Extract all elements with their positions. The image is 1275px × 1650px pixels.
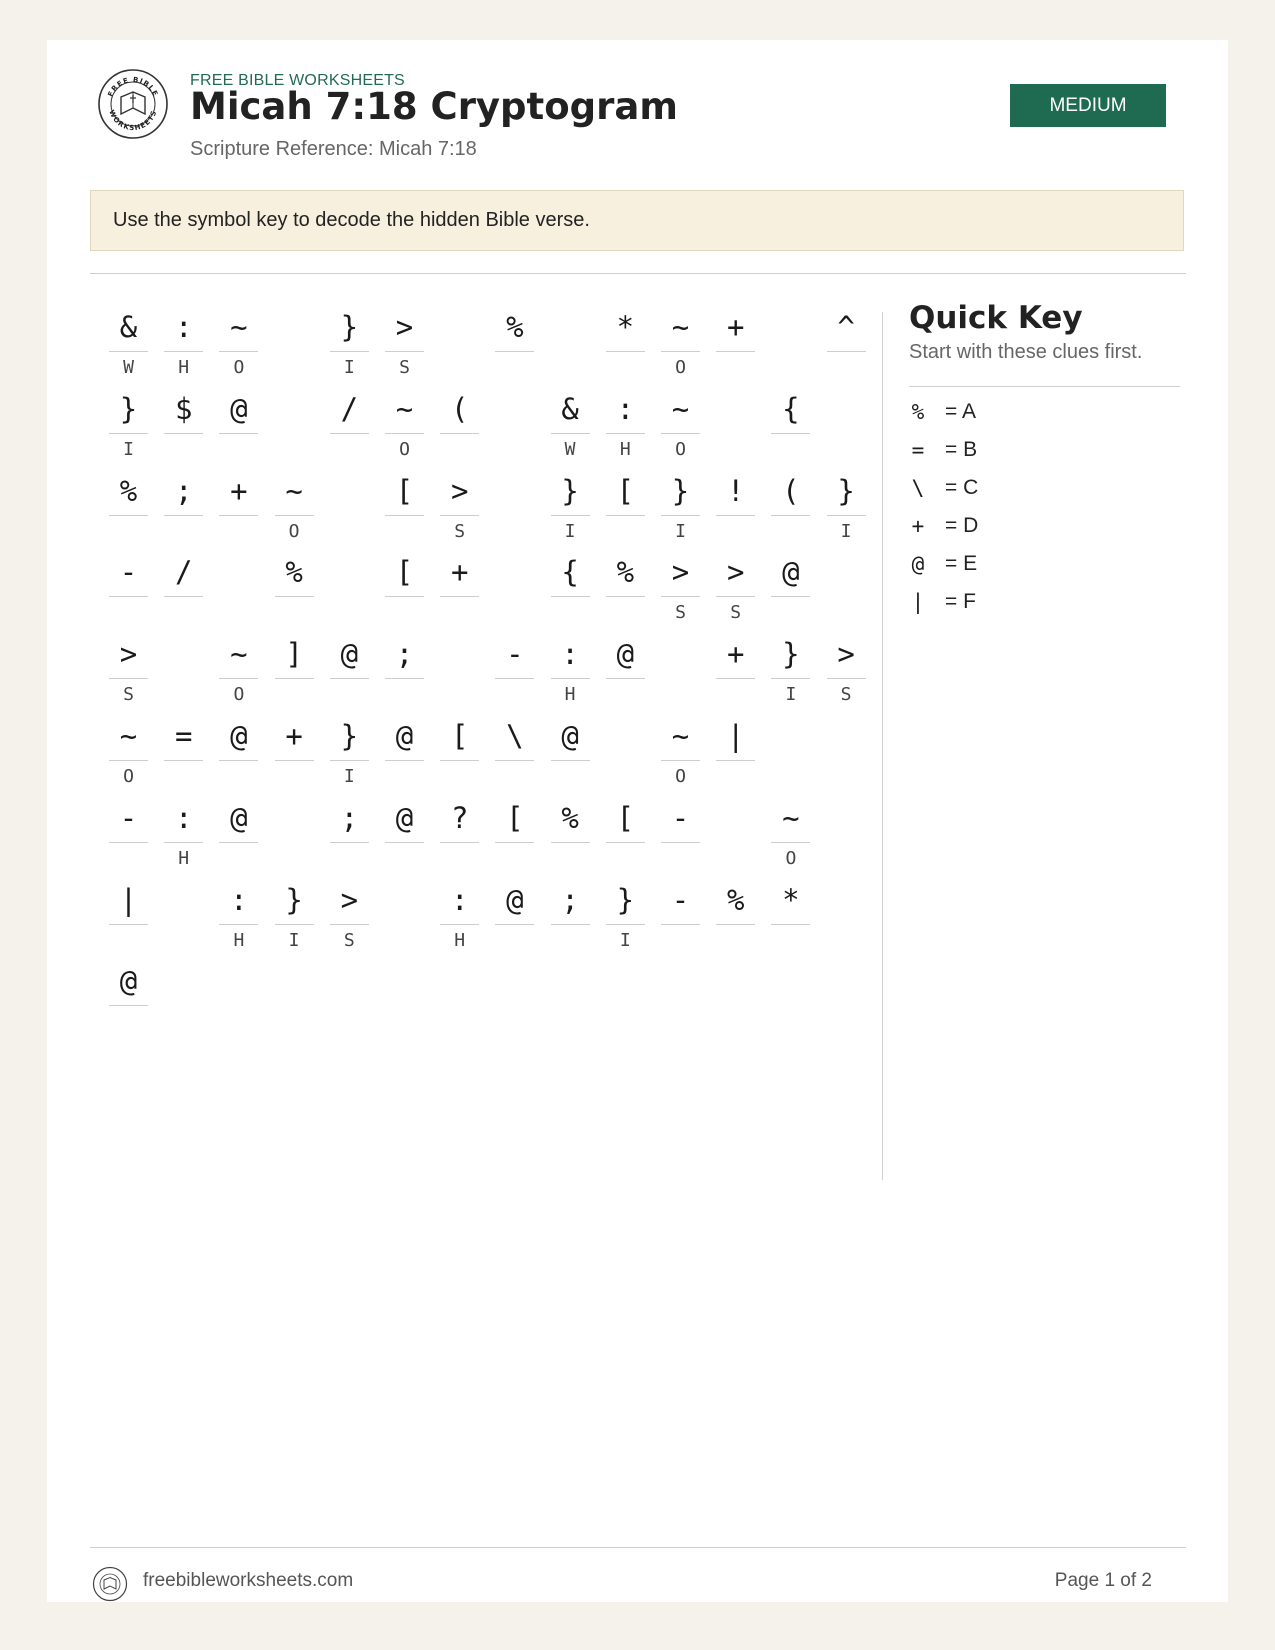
key-symbol: = bbox=[911, 438, 925, 462]
cipher-symbol: } bbox=[561, 473, 579, 508]
answer-line bbox=[716, 924, 755, 925]
decoded-letter bbox=[606, 682, 645, 708]
key-value: = E bbox=[945, 552, 978, 575]
answer-line bbox=[606, 351, 645, 352]
decoded-letter: S bbox=[123, 684, 134, 706]
answer-line bbox=[219, 678, 258, 679]
decoded-letter bbox=[109, 519, 148, 545]
decoded-letter: S bbox=[840, 684, 852, 706]
answer-line bbox=[330, 924, 369, 925]
decoded-letter: S bbox=[399, 357, 410, 378]
cipher-symbol: [ bbox=[616, 473, 635, 508]
cipher-symbol: + bbox=[230, 473, 248, 508]
decoded-letter: S bbox=[675, 602, 686, 624]
decoded-letter bbox=[606, 355, 645, 381]
decoded-letter: O bbox=[233, 357, 245, 378]
cipher-symbol: ( bbox=[782, 473, 800, 508]
footer-divider bbox=[90, 1547, 1186, 1548]
cipher-symbol: - bbox=[671, 882, 690, 917]
cipher-symbol: ~ bbox=[671, 719, 690, 753]
key-entry bbox=[909, 511, 1169, 541]
answer-line bbox=[219, 924, 258, 925]
cipher-symbol: } bbox=[616, 882, 635, 917]
decoded-letter: O bbox=[675, 766, 686, 787]
decoded-letter bbox=[716, 928, 755, 954]
cipher-symbol: : bbox=[616, 391, 635, 426]
cipher-symbol: > bbox=[119, 637, 138, 672]
answer-line bbox=[275, 924, 314, 925]
answer-line bbox=[551, 596, 590, 597]
cipher-symbol: - bbox=[671, 800, 690, 835]
decoded-letter bbox=[771, 600, 810, 626]
decoded-letter bbox=[440, 437, 479, 463]
cipher-symbol: ; bbox=[340, 800, 359, 835]
cipher-symbol: | bbox=[726, 719, 745, 753]
decoded-letter bbox=[606, 846, 645, 872]
cipher-symbol: { bbox=[561, 555, 579, 590]
answer-line bbox=[219, 760, 258, 761]
cipher-symbol: > bbox=[340, 882, 359, 917]
cipher-symbol: - bbox=[119, 555, 138, 590]
answer-line bbox=[606, 924, 645, 925]
answer-line bbox=[440, 515, 479, 516]
cipher-symbol: } bbox=[285, 882, 303, 917]
answer-line bbox=[109, 760, 148, 761]
key-entry bbox=[909, 435, 1169, 465]
cipher-symbol: % bbox=[119, 473, 138, 508]
answer-line bbox=[827, 678, 866, 679]
answer-line bbox=[164, 842, 203, 843]
cipher-symbol: } bbox=[671, 473, 690, 508]
decoded-letter bbox=[440, 600, 479, 626]
decoded-letter bbox=[385, 682, 424, 708]
quick-key-subtitle: Start with these clues first. bbox=[909, 341, 1143, 363]
answer-line bbox=[771, 596, 810, 597]
decoded-letter bbox=[109, 846, 148, 872]
decoded-letter bbox=[551, 846, 590, 872]
decoded-letter bbox=[716, 764, 755, 790]
answer-line bbox=[771, 515, 810, 516]
answer-line bbox=[661, 924, 700, 925]
decoded-letter bbox=[164, 764, 203, 790]
answer-line bbox=[275, 596, 314, 597]
key-value: = C bbox=[945, 476, 979, 499]
cipher-symbol: ~ bbox=[119, 719, 138, 753]
decoded-letter bbox=[716, 355, 755, 381]
answer-line bbox=[551, 924, 590, 925]
answer-line bbox=[385, 596, 424, 597]
decoded-letter bbox=[716, 519, 755, 545]
cipher-symbol: @ bbox=[395, 719, 414, 753]
decoded-letter: W bbox=[123, 357, 134, 378]
key-value: = B bbox=[945, 438, 978, 461]
decoded-letter: O bbox=[675, 357, 686, 378]
page-title: Micah 7:18 Cryptogram bbox=[190, 85, 678, 128]
decoded-letter bbox=[495, 846, 534, 872]
cipher-symbol: @ bbox=[119, 964, 138, 999]
answer-line bbox=[551, 515, 590, 516]
cipher-symbol: & bbox=[119, 310, 138, 344]
quick-key-title: Quick Key bbox=[909, 300, 1083, 336]
cipher-symbol: > bbox=[395, 310, 414, 344]
decoded-letter: I bbox=[675, 520, 686, 542]
cipher-symbol: @ bbox=[230, 800, 248, 835]
answer-line bbox=[495, 351, 534, 352]
decoded-letter: I bbox=[343, 766, 355, 787]
answer-line bbox=[716, 351, 755, 352]
answer-line bbox=[164, 351, 203, 352]
answer-line bbox=[606, 433, 645, 434]
cipher-symbol: % bbox=[726, 882, 745, 917]
decoded-letter: S bbox=[343, 929, 355, 951]
answer-line bbox=[661, 351, 700, 352]
answer-line bbox=[219, 433, 258, 434]
cipher-symbol: [ bbox=[506, 800, 524, 835]
decoded-letter bbox=[330, 846, 369, 872]
decoded-letter bbox=[495, 355, 534, 381]
cipher-symbol: ~ bbox=[230, 637, 248, 672]
key-entry bbox=[909, 587, 1169, 617]
answer-line bbox=[164, 760, 203, 761]
decoded-letter: O bbox=[288, 520, 300, 542]
decoded-letter bbox=[275, 600, 314, 626]
decoded-letter bbox=[771, 928, 810, 954]
answer-line bbox=[495, 842, 534, 843]
answer-line bbox=[385, 351, 424, 352]
decoded-letter bbox=[606, 600, 645, 626]
answer-line bbox=[219, 515, 258, 516]
footer-logo-icon bbox=[92, 1566, 128, 1602]
answer-line bbox=[330, 351, 369, 352]
decoded-letter: I bbox=[564, 520, 576, 542]
cipher-symbol: / bbox=[340, 391, 359, 426]
answer-line bbox=[109, 678, 148, 679]
decoded-letter bbox=[385, 764, 424, 790]
difficulty-badge: MEDIUM bbox=[1010, 84, 1166, 127]
decoded-letter bbox=[606, 519, 645, 545]
cipher-symbol: ~ bbox=[285, 473, 303, 508]
cipher-symbol: - bbox=[506, 637, 524, 672]
answer-line bbox=[164, 596, 203, 597]
answer-line bbox=[109, 433, 148, 434]
cipher-symbol: > bbox=[726, 555, 745, 590]
cipher-symbol: + bbox=[726, 637, 745, 672]
key-symbol: + bbox=[911, 514, 925, 538]
answer-line bbox=[771, 678, 810, 679]
decoded-letter bbox=[440, 764, 479, 790]
answer-line bbox=[661, 515, 700, 516]
decoded-letter bbox=[771, 519, 810, 545]
cipher-symbol: \ bbox=[506, 719, 524, 753]
cipher-symbol: + bbox=[726, 310, 745, 344]
answer-line bbox=[330, 760, 369, 761]
cipher-symbol: [ bbox=[616, 800, 635, 835]
decoded-letter: W bbox=[564, 438, 576, 460]
answer-line bbox=[330, 842, 369, 843]
cipher-symbol: ; bbox=[561, 882, 579, 917]
key-symbol: % bbox=[911, 400, 925, 424]
answer-line bbox=[661, 596, 700, 597]
decoded-letter: O bbox=[123, 766, 134, 787]
cipher-symbol: } bbox=[837, 473, 855, 508]
decoded-letter bbox=[716, 682, 755, 708]
cipher-symbol: [ bbox=[450, 719, 469, 753]
cipher-symbol: @ bbox=[395, 800, 414, 835]
answer-line bbox=[495, 760, 534, 761]
answer-line bbox=[109, 596, 148, 597]
answer-line bbox=[606, 596, 645, 597]
quick-key-divider bbox=[909, 386, 1180, 387]
decoded-letter bbox=[164, 519, 203, 545]
answer-line bbox=[827, 515, 866, 516]
decoded-letter: O bbox=[785, 847, 797, 869]
svg-text:WORKSHEETS: WORKSHEETS bbox=[107, 108, 159, 133]
cipher-symbol: ~ bbox=[395, 391, 414, 426]
cipher-symbol: % bbox=[561, 800, 579, 835]
cipher-symbol: | bbox=[119, 882, 138, 917]
decoded-letter: H bbox=[233, 929, 245, 951]
decoded-letter bbox=[164, 437, 203, 463]
cipher-symbol: ~ bbox=[671, 310, 690, 344]
answer-line bbox=[440, 596, 479, 597]
footer-site: freebibleworksheets.com bbox=[143, 1570, 354, 1591]
decoded-letter: I bbox=[123, 438, 134, 460]
answer-line bbox=[440, 760, 479, 761]
answer-line bbox=[164, 433, 203, 434]
cipher-symbol: = bbox=[174, 719, 193, 753]
cipher-symbol: : bbox=[450, 882, 469, 917]
cipher-symbol: { bbox=[782, 391, 800, 426]
answer-line bbox=[661, 433, 700, 434]
answer-line bbox=[385, 842, 424, 843]
answer-line bbox=[440, 842, 479, 843]
answer-line bbox=[109, 1005, 148, 1006]
decoded-letter bbox=[330, 437, 369, 463]
decoded-letter: I bbox=[785, 684, 797, 706]
decoded-letter bbox=[551, 928, 590, 954]
answer-line bbox=[771, 433, 810, 434]
cipher-symbol: % bbox=[285, 555, 303, 590]
page-number: Page 1 of 2 bbox=[1054, 1570, 1152, 1591]
answer-line bbox=[385, 760, 424, 761]
answer-line bbox=[109, 842, 148, 843]
decoded-letter bbox=[551, 600, 590, 626]
key-entry bbox=[909, 473, 1169, 503]
key-value: = A bbox=[945, 400, 976, 423]
decoded-letter bbox=[275, 764, 314, 790]
decoded-letter bbox=[164, 600, 203, 626]
worksheet-page bbox=[47, 40, 1228, 1602]
answer-line bbox=[716, 678, 755, 679]
decoded-letter bbox=[109, 928, 148, 954]
decoded-letter bbox=[551, 764, 590, 790]
cipher-symbol: ; bbox=[174, 473, 193, 508]
cryptogram-puzzle bbox=[47, 40, 887, 1240]
cipher-symbol: > bbox=[837, 637, 855, 672]
answer-line bbox=[275, 678, 314, 679]
cipher-symbol: ; bbox=[395, 637, 414, 672]
decoded-letter bbox=[385, 519, 424, 545]
cipher-symbol: : bbox=[174, 800, 193, 835]
key-symbol: @ bbox=[911, 552, 925, 576]
answer-line bbox=[661, 842, 700, 843]
cipher-symbol: + bbox=[285, 719, 303, 753]
answer-line bbox=[827, 351, 866, 352]
answer-line bbox=[606, 678, 645, 679]
cipher-symbol: } bbox=[782, 637, 800, 672]
cipher-symbol: ~ bbox=[671, 391, 690, 426]
decoded-letter bbox=[109, 1009, 148, 1035]
answer-line bbox=[551, 842, 590, 843]
cipher-symbol: @ bbox=[616, 637, 635, 672]
cipher-symbol: * bbox=[616, 310, 635, 344]
decoded-letter: H bbox=[178, 357, 190, 378]
brand-name: FREE BIBLE WORKSHEETS bbox=[190, 72, 405, 89]
cipher-symbol: @ bbox=[230, 719, 248, 753]
answer-line bbox=[275, 760, 314, 761]
decoded-letter bbox=[661, 846, 700, 872]
cipher-symbol: @ bbox=[561, 719, 579, 753]
cipher-symbol: [ bbox=[395, 473, 414, 508]
answer-line bbox=[219, 351, 258, 352]
answer-line bbox=[606, 842, 645, 843]
key-value: = D bbox=[945, 514, 979, 537]
answer-line bbox=[385, 433, 424, 434]
answer-line bbox=[771, 842, 810, 843]
answer-line bbox=[109, 924, 148, 925]
cipher-symbol: : bbox=[174, 310, 193, 344]
decoded-letter: I bbox=[840, 520, 852, 542]
cipher-symbol: ( bbox=[450, 391, 469, 426]
answer-line bbox=[606, 515, 645, 516]
answer-line bbox=[551, 678, 590, 679]
decoded-letter bbox=[827, 355, 866, 381]
scripture-reference: Scripture Reference: Micah 7:18 bbox=[190, 138, 477, 160]
cipher-symbol: ] bbox=[285, 637, 303, 672]
decoded-letter bbox=[219, 437, 258, 463]
cipher-symbol: % bbox=[506, 310, 524, 344]
decoded-letter: O bbox=[675, 438, 686, 460]
cipher-symbol: & bbox=[561, 391, 579, 426]
decoded-letter: H bbox=[178, 847, 190, 869]
decoded-letter: H bbox=[619, 438, 631, 460]
decoded-letter: O bbox=[399, 438, 410, 460]
cipher-symbol: ~ bbox=[782, 800, 800, 835]
instructions-text: Use the symbol key to decode the hidden Bible verse. bbox=[113, 209, 590, 231]
answer-line bbox=[385, 515, 424, 516]
decoded-letter bbox=[771, 437, 810, 463]
decoded-letter bbox=[219, 846, 258, 872]
answer-line bbox=[330, 433, 369, 434]
cipher-symbol: ~ bbox=[230, 310, 248, 344]
decoded-letter bbox=[275, 682, 314, 708]
cipher-symbol: @ bbox=[506, 882, 524, 917]
cipher-symbol: / bbox=[174, 555, 193, 590]
answer-line bbox=[109, 515, 148, 516]
decoded-letter bbox=[330, 682, 369, 708]
decoded-letter bbox=[440, 846, 479, 872]
cipher-symbol: [ bbox=[395, 555, 414, 590]
key-entry bbox=[909, 549, 1169, 579]
decoded-letter: O bbox=[233, 684, 245, 706]
decoded-letter: I bbox=[288, 929, 300, 951]
decoded-letter bbox=[109, 600, 148, 626]
decoded-letter bbox=[661, 928, 700, 954]
decoded-letter bbox=[385, 600, 424, 626]
cipher-symbol: + bbox=[450, 555, 469, 590]
cipher-symbol: $ bbox=[174, 391, 193, 426]
cipher-symbol: ^ bbox=[837, 310, 855, 344]
decoded-letter: I bbox=[343, 357, 355, 378]
decoded-letter bbox=[219, 764, 258, 790]
cipher-symbol: ! bbox=[726, 473, 745, 508]
key-divider bbox=[882, 312, 883, 1180]
answer-line bbox=[716, 596, 755, 597]
cipher-symbol: * bbox=[782, 882, 800, 917]
answer-line bbox=[661, 760, 700, 761]
key-symbol: | bbox=[911, 590, 925, 614]
decoded-letter bbox=[495, 928, 534, 954]
decoded-letter: I bbox=[619, 929, 631, 951]
answer-line bbox=[219, 842, 258, 843]
answer-line bbox=[440, 924, 479, 925]
cipher-symbol: } bbox=[119, 391, 138, 426]
decoded-letter: H bbox=[564, 684, 576, 706]
cipher-symbol: : bbox=[561, 637, 579, 672]
cipher-symbol: @ bbox=[340, 637, 359, 672]
decoded-letter bbox=[495, 682, 534, 708]
cipher-symbol: - bbox=[119, 800, 138, 835]
decoded-letter bbox=[385, 846, 424, 872]
cipher-symbol: @ bbox=[230, 391, 248, 426]
cipher-symbol: > bbox=[450, 473, 469, 508]
cipher-symbol: } bbox=[340, 310, 359, 344]
cipher-symbol: > bbox=[671, 555, 690, 590]
answer-line bbox=[109, 351, 148, 352]
answer-line bbox=[330, 678, 369, 679]
answer-line bbox=[164, 515, 203, 516]
answer-line bbox=[551, 433, 590, 434]
decoded-letter: S bbox=[730, 602, 742, 624]
key-entry bbox=[909, 397, 1169, 427]
decoded-letter bbox=[495, 764, 534, 790]
decoded-letter bbox=[219, 519, 258, 545]
answer-line bbox=[495, 678, 534, 679]
cipher-symbol: % bbox=[616, 555, 635, 590]
key-value: = F bbox=[945, 590, 976, 613]
cipher-symbol: } bbox=[340, 719, 359, 753]
cipher-symbol: @ bbox=[782, 555, 800, 590]
cipher-symbol: : bbox=[230, 882, 248, 917]
answer-line bbox=[275, 515, 314, 516]
decoded-letter: H bbox=[454, 929, 466, 951]
answer-line bbox=[716, 760, 755, 761]
answer-line bbox=[551, 760, 590, 761]
cipher-symbol: ? bbox=[450, 800, 469, 835]
key-symbol: \ bbox=[911, 476, 925, 500]
answer-line bbox=[771, 924, 810, 925]
svg-text:FREE BIBLE: FREE BIBLE bbox=[106, 75, 160, 98]
answer-line bbox=[716, 515, 755, 516]
answer-line bbox=[495, 924, 534, 925]
answer-line bbox=[440, 433, 479, 434]
decoded-letter: S bbox=[454, 520, 466, 542]
answer-line bbox=[385, 678, 424, 679]
